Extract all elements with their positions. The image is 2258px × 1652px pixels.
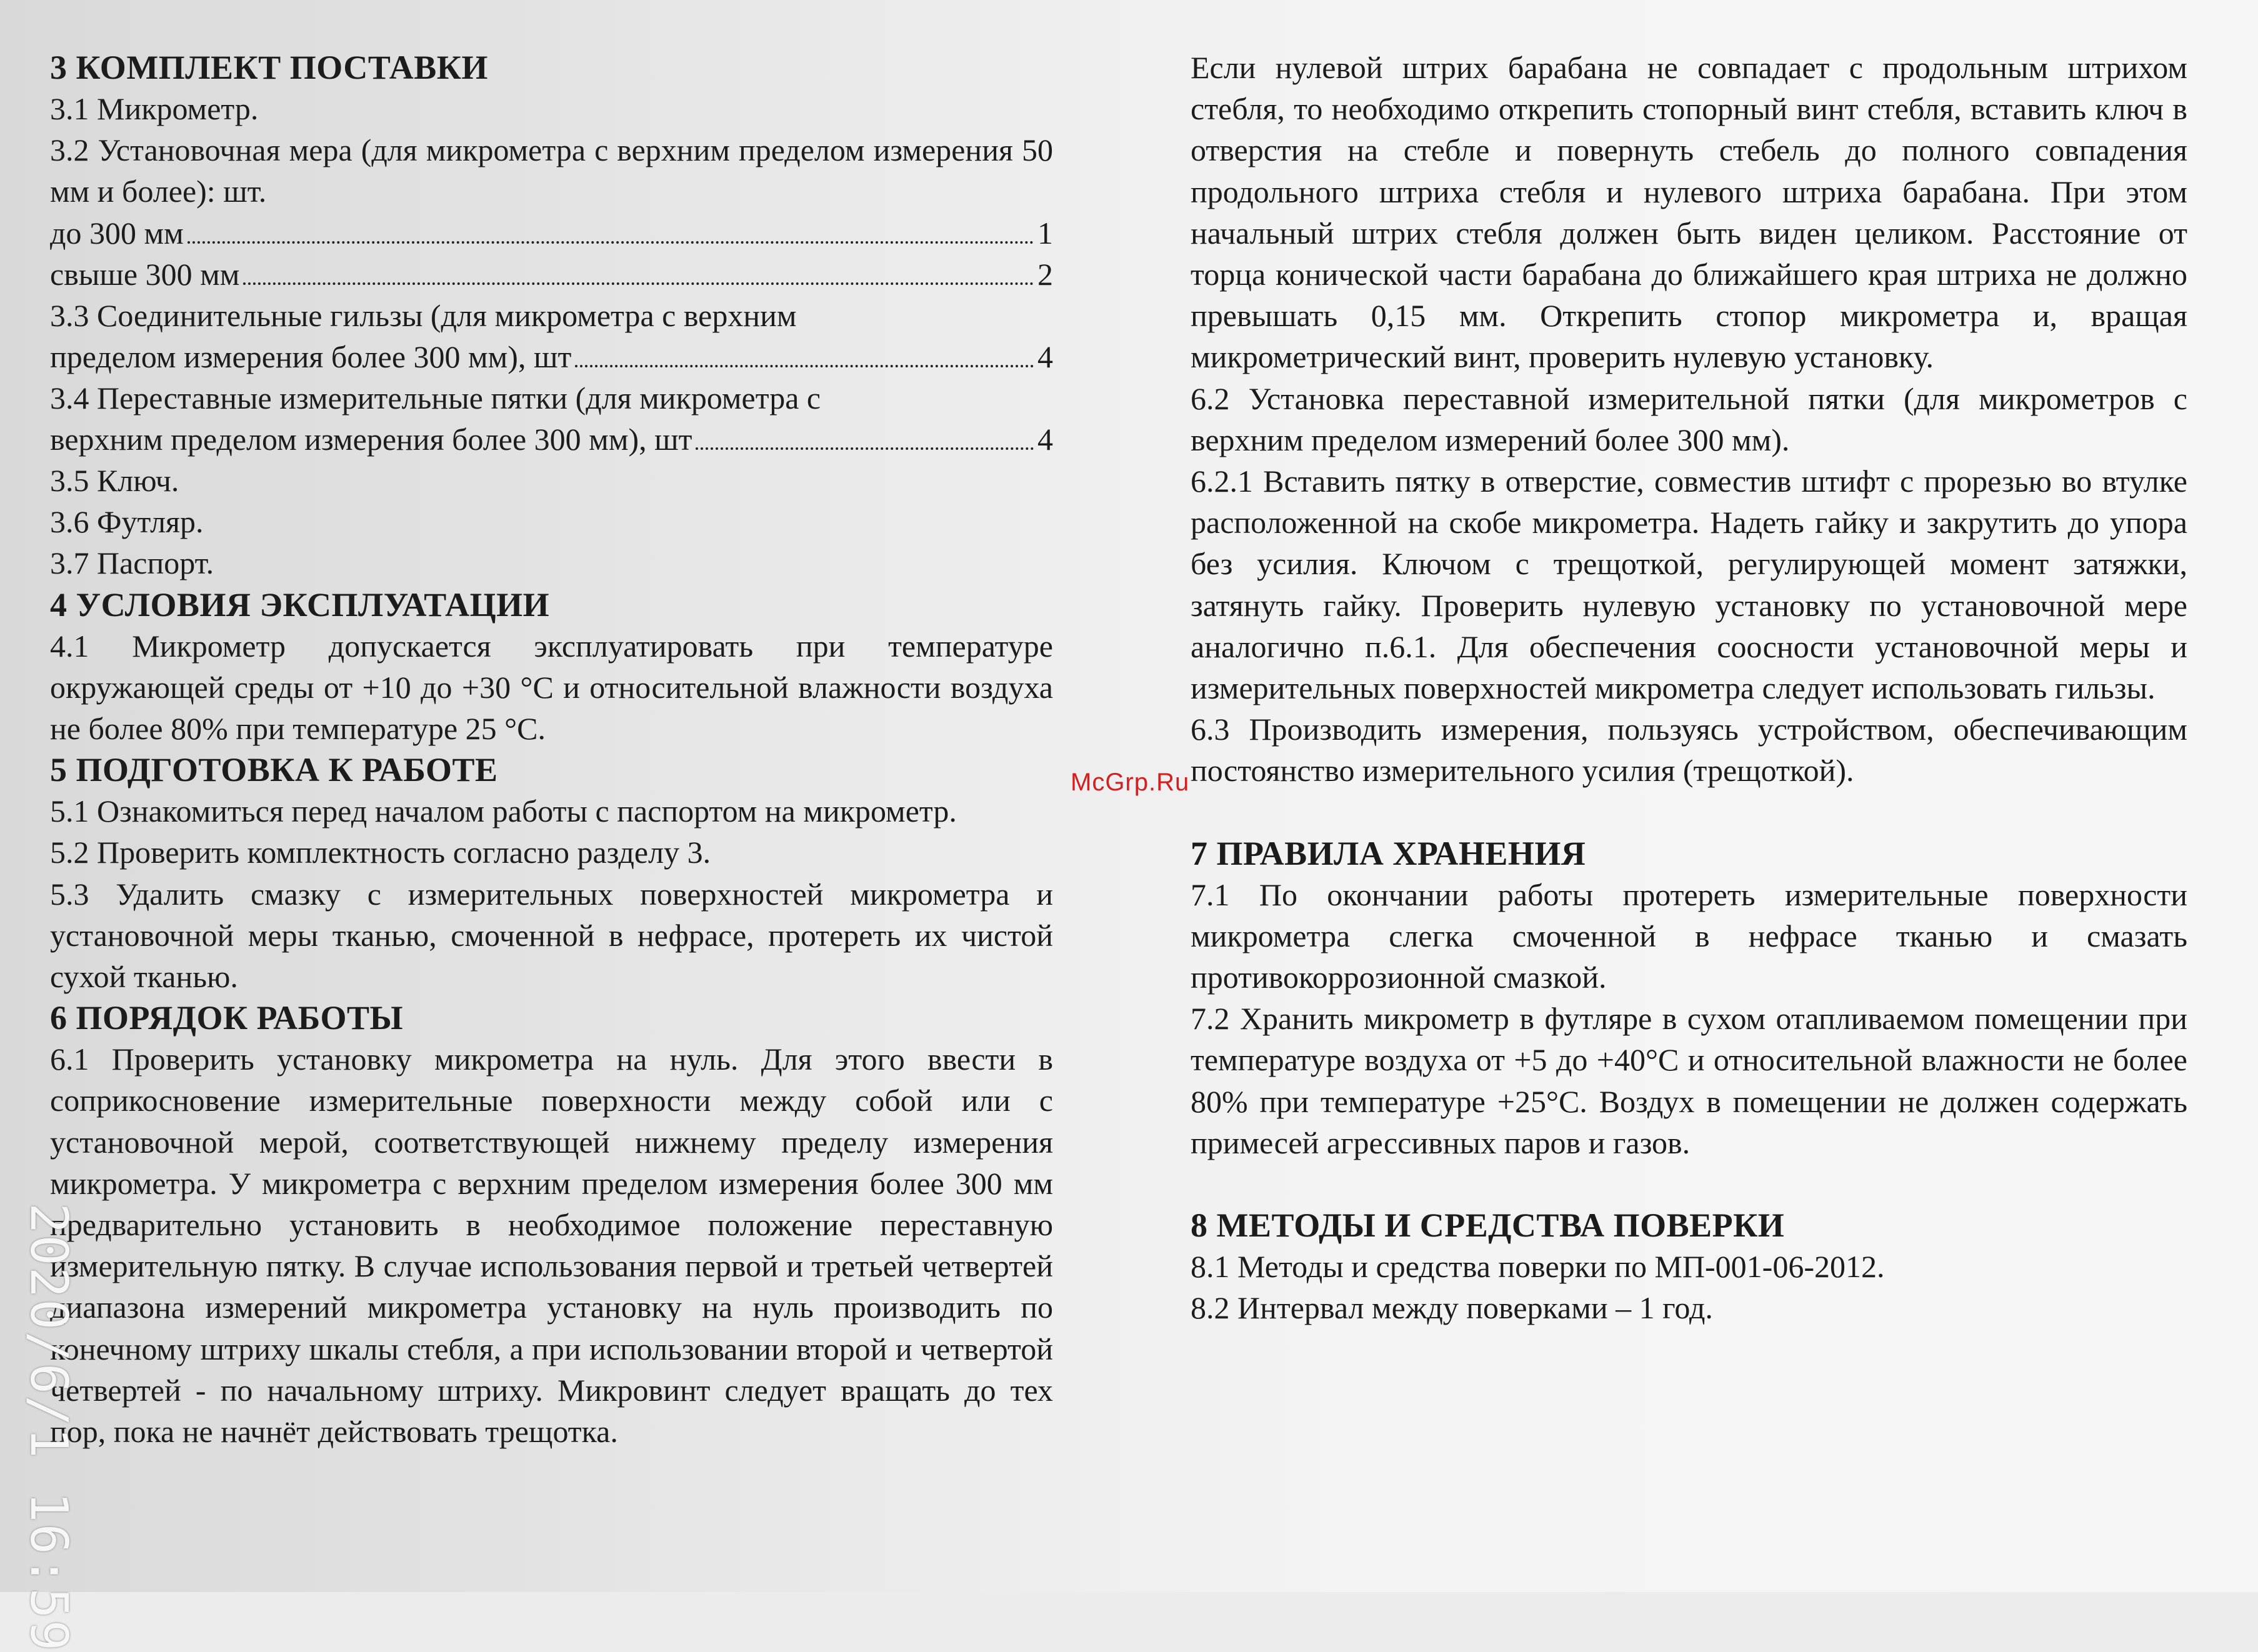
- item-3-2-row-up-to-300: [50, 212, 1053, 254]
- item-4-1: 4.1 Микрометр допускается эксплуатировать при температуре окружающей среды от +10 до +30 °С и относительной влажности воздуха не более 80% при температуре 25 °С.: [50, 628, 1053, 747]
- leader-value: 1: [1037, 215, 1053, 251]
- section-4-heading: 4 УСЛОВИЯ ЭКСПЛУАТАЦИИ: [50, 585, 550, 624]
- leader-value: 4: [1037, 422, 1053, 457]
- section-5-heading: 5 ПОДГОТОВКА К РАБОТЕ: [50, 751, 498, 789]
- item-3-5: 3.5 Ключ.: [50, 463, 179, 499]
- item-3-2-row-over-300: [50, 254, 1053, 295]
- item-8-2: 8.2 Интервал между поверками – 1 год.: [1191, 1290, 1713, 1326]
- item-7-1: 7.1 По окончании работы протереть измерительные поверхности микрометра слегка смоченной в нефрасе тканью и смазать противокоррозионной смазкой.: [1191, 877, 2187, 995]
- item-3-4-row: [50, 419, 1053, 460]
- item-6-1: 6.1 Проверить установку микрометра на нуль. Для этого ввести в соприкосновение измерительные поверхности между собой или с установочной мерой, соответствующей нижнему пределу измерения микрометра. У микрометра с верхним пределом измерения более 300 мм предварительно установить в необходимое положение переставную измерительную пятку. В случае использования первой и третьей четвертей диапазона измерений микрометра установку на нуль производить по конечному штриху шкалы стебля, а при использовании второй и четвертой четвертей - по начальному штриху. Микровинт следует вращать до тех пор, пока не начнёт действовать трещотка.: [50, 1042, 1053, 1450]
- right-column: [1191, 47, 2187, 1328]
- item-7-2: 7.2 Хранить микрометр в футляре в сухом отапливаемом помещении при температуре воздуха от +5 до +40°С и относительной влажности не более 80% при температуре +25°С. Воздух в помещении не должен содержать примесей агрессивных паров и газов.: [1191, 1001, 2187, 1160]
- leader-dots: [243, 282, 1034, 285]
- item-5-3: 5.3 Удалить смазку с измерительных поверхностей микрометра и установочной меры тканью, смоченной в нефрасе, протереть их чистой сухой тканью.: [50, 876, 1053, 995]
- item-6-3: 6.3 Производить измерения, пользуясь устройством, обеспечивающим постоянство измерительного усилия (трещоткой).: [1191, 712, 2187, 789]
- item-6-2-1: 6.2.1 Вставить пятку в отверстие, совместив штифт с прорезью во втулке расположенной на скобе микрометра. Надеть гайку и закрутить до упора без усилия. Ключом с трещоткой, регулирующей момент затяжки, затянуть гайку. Проверить нулевую установку по установочной мере аналогично п.6.1. Для обеспечения соосности установочной меры и измерительных поверхностей микрометра следует использовать гильзы.: [1191, 464, 2187, 706]
- item-3-4: 3.4 Переставные измерительные пятки (для микрометра с: [50, 380, 821, 415]
- item-3-3-row: [50, 336, 1053, 377]
- leader-label: до 300 мм: [50, 215, 184, 251]
- spacer: [1191, 1163, 2187, 1205]
- left-column: [50, 47, 1053, 1452]
- spacer: [1191, 792, 2187, 833]
- leader-label: свыше 300 мм: [50, 256, 240, 292]
- section-7-heading: 7 ПРАВИЛА ХРАНЕНИЯ: [1191, 834, 1586, 872]
- section-8-heading: 8 МЕТОДЫ И СРЕДСТВА ПОВЕРКИ: [1191, 1207, 1785, 1245]
- leader-dots: [187, 241, 1034, 244]
- leader-dots: [696, 447, 1034, 450]
- section-3-heading: 3 КОМПЛЕКТ ПОСТАВКИ: [50, 49, 488, 86]
- item-3-3: 3.3 Соединительные гильзы (для микрометра с верхним: [50, 297, 797, 333]
- item-3-6: 3.6 Футляр.: [50, 504, 204, 540]
- leader-dots: [575, 365, 1034, 367]
- item-5-1: 5.1 Ознакомиться перед началом работы с паспортом на микрометр.: [50, 794, 957, 829]
- item-3-2: 3.2 Установочная мера (для микрометра с верхним пределом измерения 50 мм и более): шт.: [50, 132, 1053, 209]
- item-3-7: 3.7 Паспорт.: [50, 545, 214, 581]
- item-6-1-continued: Если нулевой штрих барабана не совпадает с продольным штрихом стебля, то необходимо открепить стопорный винт стебля, вставить ключ в отверстия на стебле и повернуть стебель до полного совпадения продольного штриха стебля и нулевого штриха барабана. При этом начальный штрих стебля должен быть виден целиком. Расстояние от торца конической части барабана до ближайшего края штриха не должно превышать 0,15 мм. Открепить стопор микрометра и, вращая микрометрический винт, проверить нулевую установку.: [1191, 50, 2187, 375]
- leader-value: 4: [1037, 339, 1053, 374]
- item-8-1: 8.1 Методы и средства поверки по МП-001-06-2012.: [1191, 1249, 1885, 1285]
- item-3-1: 3.1 Микрометр.: [50, 91, 259, 126]
- leader-value: 2: [1037, 256, 1053, 292]
- site-watermark: McGrp.Ru: [1071, 769, 1190, 796]
- section-6-heading: 6 ПОРЯДОК РАБОТЫ: [50, 999, 404, 1037]
- leader-label: верхним пределом измерения более 300 мм), шт: [50, 422, 692, 457]
- photo-timestamp: 2020/6/1 16:59: [19, 1203, 78, 1652]
- item-5-2: 5.2 Проверить комплектность согласно разделу 3.: [50, 835, 711, 870]
- item-6-2: 6.2 Установка переставной измерительной пятки (для микрометров с верхним пределом измерений более 300 мм).: [1191, 381, 2187, 457]
- leader-label: пределом измерения более 300 мм), шт: [50, 339, 572, 374]
